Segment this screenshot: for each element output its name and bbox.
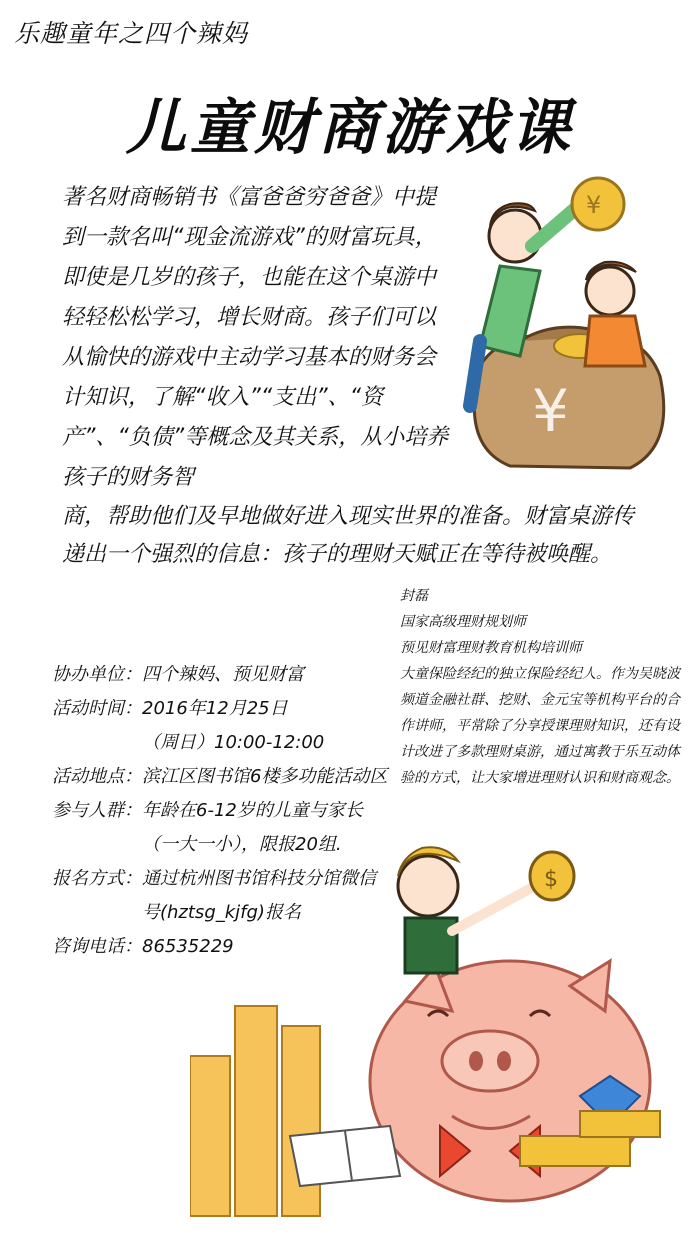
lecturer-title-2: 预见财富理财教育机构培训师: [400, 640, 582, 656]
info-value: 四个辣妈、预见财富: [142, 664, 304, 685]
info-label: 咨询电话：: [52, 936, 142, 957]
svg-text:¥: ¥: [532, 377, 569, 445]
info-label: 活动时间：: [52, 698, 142, 719]
info-label: 协办单位：: [52, 664, 142, 685]
info-value: [142, 692, 392, 760]
info-value: 年龄在6-12岁的儿童与家长（一大一小），限报20组.: [142, 800, 363, 855]
lecturer-name: 封磊: [400, 588, 428, 604]
info-label: 报名方式：: [52, 868, 142, 889]
lecturer-title-1: 国家高级理财规划师: [400, 614, 526, 630]
info-organizer: [52, 658, 392, 692]
lecturer-description: 大童保险经纪的独立保险经纪人。作为吴晓波频道金融社群、挖财、金元宝等机构平台的合作讲师，平常除了分享授课理财知识，还有设计改进了多款理财桌游，通过寓教于乐互动体验的方式，让大家增进理财认识和财商观念。: [400, 666, 680, 786]
info-label: 活动地点：: [52, 766, 142, 787]
info-time: [52, 692, 392, 760]
info-hours: （周日）10:00-12:00: [142, 732, 325, 753]
intro-paragraph-tail: 商，帮助他们及早地做好进入现实世界的准备。财富桌游传递出一个强烈的信息：孩子的理财天赋正在等待被唤醒。: [62, 504, 635, 567]
svg-text:$: $: [544, 867, 558, 892]
info-date: 2016年12月25日: [142, 698, 288, 719]
page-title: 儿童财商游戏课: [126, 93, 574, 163]
kids-money-sack-illustration: [440, 176, 680, 476]
intro-text: 著名财商畅销书《富爸爸穷爸爸》中提到一款名叫“现金流游戏”的财富玩具，即使是几岁的孩子，也能在这个桌游中轻轻松松学习，增长财商。孩子们可以从愉快的游戏中主动学习基本的财务会计知识，了解“收入”“支出”、“资产”、“负债”等概念及其关系，从小培养孩子的财务智: [62, 185, 449, 490]
header-tag: 乐趣童年之四个辣妈: [14, 19, 249, 48]
info-value: 86535229: [142, 936, 234, 957]
intro-paragraph: [62, 178, 454, 498]
info-place: [52, 760, 392, 794]
info-label: 参与人群：: [52, 800, 142, 821]
svg-text:¥: ¥: [586, 191, 602, 219]
info-value: 滨江区图书馆6楼多功能活动区: [142, 766, 388, 787]
piggy-bank-illustration: [190, 826, 690, 1236]
lecturer-bio: [400, 583, 690, 791]
info-value: 通过杭州图书馆科技分馆微信号(hztsg_kjfg)报名: [142, 868, 376, 923]
